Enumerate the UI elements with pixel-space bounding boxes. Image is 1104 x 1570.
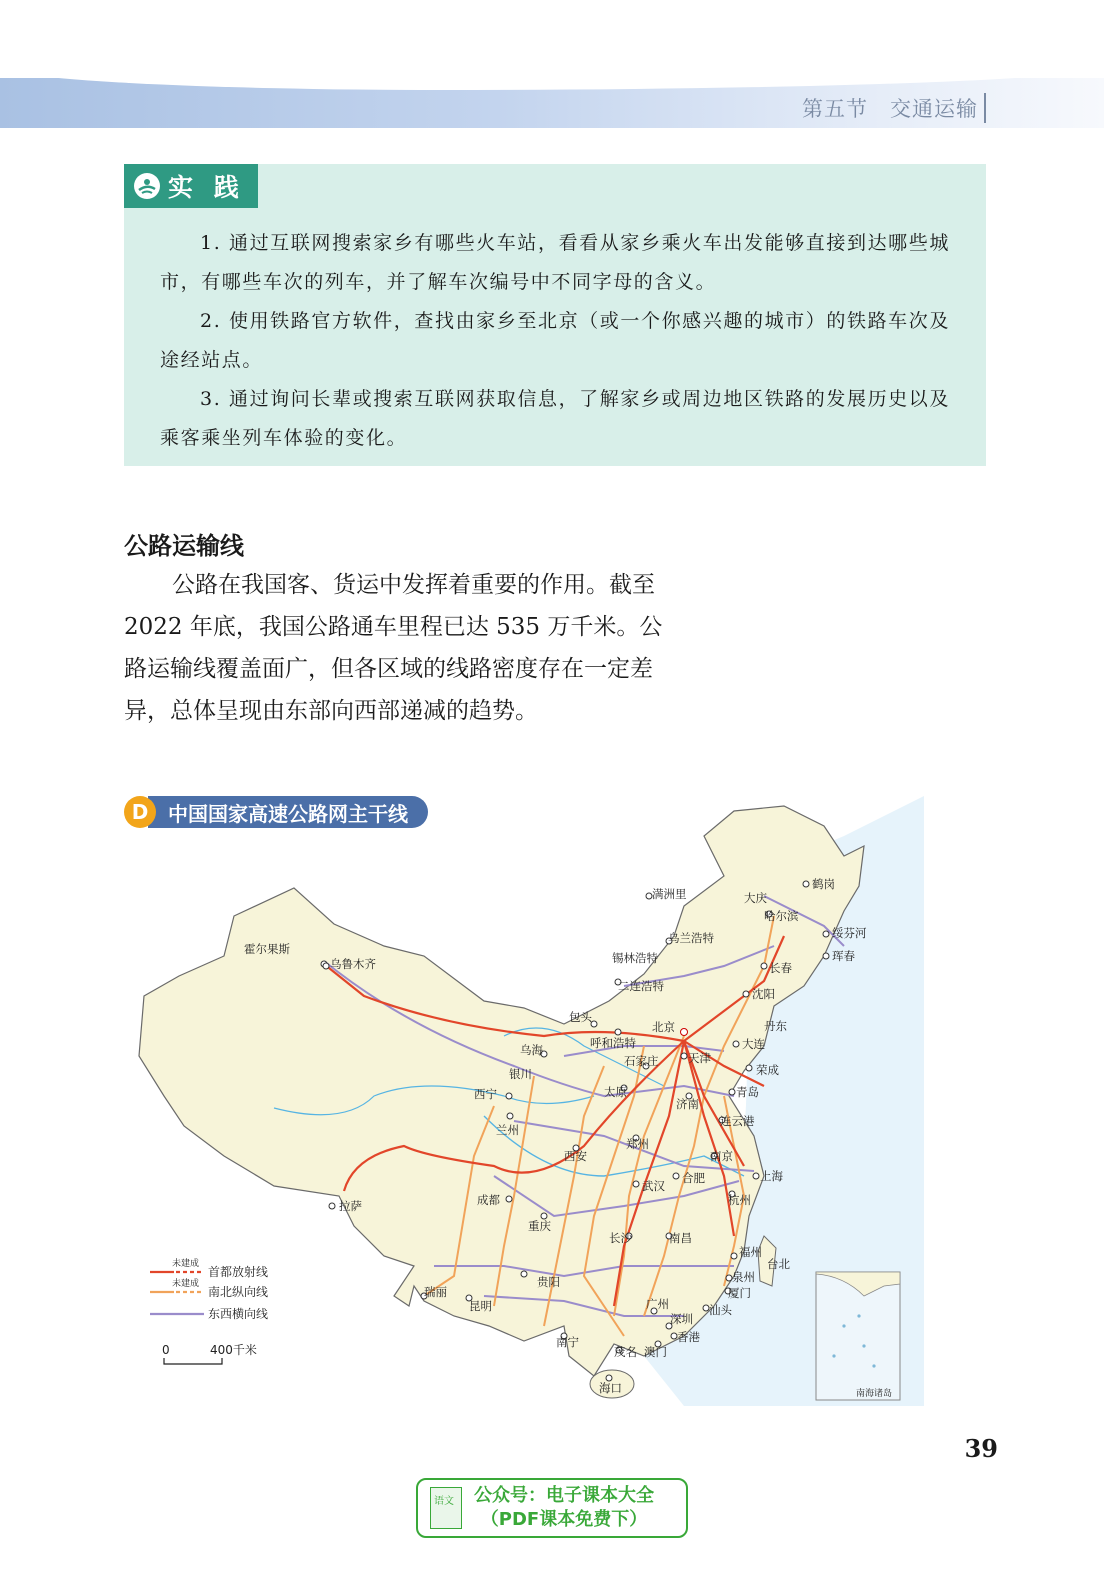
scale-zero: 0 <box>162 1343 170 1357</box>
book-text: 语文 <box>434 1496 454 1507</box>
city-label: 重庆 <box>528 1219 551 1233</box>
city-label: 茂名 <box>614 1345 637 1359</box>
map-legend <box>150 1257 268 1364</box>
city-label: 台北 <box>767 1257 790 1271</box>
city-label: 珲春 <box>832 949 855 963</box>
watermark-line2: （PDF课本免费下） <box>480 1509 648 1530</box>
section-paragraph: 公路在我国客、货运中发挥着重要的作用。截至 2022 年底，我国公路通车里程已达 535 万千米。公路运输线覆盖面广，但各区域的线路密度存在一定差异，总体呈现由东部向西部递减的趋势。 <box>124 572 663 724</box>
city-label: 兰州 <box>496 1123 519 1137</box>
practice-person-icon <box>134 173 160 199</box>
city-label: 澳门 <box>644 1345 667 1359</box>
city-label: 杭州 <box>728 1193 751 1207</box>
city-label: 呼和浩特 <box>590 1036 636 1050</box>
city-label: 大庆 <box>744 891 767 905</box>
city-label: 哈尔滨 <box>764 909 799 923</box>
highway-map <box>124 796 924 1406</box>
city-label: 贵阳 <box>537 1275 560 1289</box>
city-label: 乌兰浩特 <box>668 931 714 945</box>
city-label: 绥芬河 <box>832 926 867 940</box>
city-label: 包头 <box>569 1010 592 1024</box>
south-china-sea-inset <box>816 1272 900 1400</box>
city-label: 拉萨 <box>339 1199 362 1213</box>
section-title: 第五节 交通运输 <box>802 93 986 123</box>
city-label: 石家庄 <box>624 1054 659 1068</box>
legend-unbuilt-label: 未建成 <box>172 1259 200 1269</box>
city-label: 深圳 <box>670 1312 693 1326</box>
city-label: 荣成 <box>756 1063 779 1077</box>
city-label: 济南 <box>676 1097 699 1111</box>
section-heading: 公路运输线 <box>124 532 244 560</box>
city-label: 沈阳 <box>752 987 775 1001</box>
city-label: 南京 <box>710 1149 733 1163</box>
city-label: 连云港 <box>720 1114 755 1128</box>
city-label: 汕头 <box>709 1303 732 1317</box>
city-label: 西安 <box>564 1149 587 1163</box>
inset-label: 南海诸岛 <box>856 1389 893 1399</box>
figure-title-text: 中国国家高速公路网主干线 <box>148 796 428 828</box>
city-label: 霍尔果斯 <box>244 942 290 956</box>
practice-tab <box>124 164 258 208</box>
city-label: 泉州 <box>732 1270 755 1284</box>
city-label: 锡林浩特 <box>612 951 658 965</box>
page-number: 39 <box>964 1434 998 1463</box>
city-label: 乌海 <box>520 1043 543 1057</box>
practice-list <box>160 224 950 458</box>
city-label: 西宁 <box>474 1087 497 1101</box>
city-label: 天津 <box>688 1051 711 1065</box>
city-label: 成都 <box>477 1193 500 1207</box>
city-label: 香港 <box>677 1330 700 1344</box>
practice-item: 2. 使用铁路官方软件，查找由家乡至北京（或一个你感兴趣的城市）的铁路车次及途经站点。 <box>160 310 950 371</box>
city-label: 郑州 <box>626 1137 649 1151</box>
figure-badge: D <box>124 796 156 828</box>
city-label: 丹东 <box>764 1019 787 1033</box>
city-label: 福州 <box>739 1245 762 1259</box>
city-label: 厦门 <box>728 1286 751 1300</box>
city-label: 北京 <box>652 1020 675 1034</box>
wechat-watermark <box>416 1478 688 1538</box>
city-label: 长沙 <box>609 1231 632 1245</box>
practice-item: 1. 通过互联网搜索家乡有哪些火车站，看看从家乡乘火车出发能够直接到达哪些城市，有哪些车次的列车，并了解车次编号中不同字母的含义。 <box>160 232 950 293</box>
city-label: 大连 <box>742 1037 765 1051</box>
city-label: 瑞丽 <box>424 1285 447 1299</box>
city-label: 南昌 <box>669 1231 692 1245</box>
scale-label: 400千米 <box>210 1343 257 1357</box>
city-label: 长春 <box>769 961 792 975</box>
practice-item: 3. 通过询问长辈或搜索互联网获取信息，了解家乡或周边地区铁路的发展历史以及乘客乘坐列车体验的变化。 <box>160 388 950 449</box>
legend-label: 首都放射线 <box>208 1265 269 1279</box>
city-label: 青岛 <box>736 1085 759 1099</box>
city-label: 上海 <box>760 1169 783 1183</box>
watermark-line1: 公众号：电子课本大全 <box>474 1485 654 1506</box>
city-label: 乌鲁木齐 <box>330 957 376 971</box>
city-label: 银川 <box>509 1067 532 1081</box>
city-label: 满洲里 <box>652 887 687 901</box>
practice-tab-label: 实 践 <box>168 173 245 202</box>
city-label: 昆明 <box>469 1299 492 1313</box>
city-label: 太原 <box>604 1085 627 1099</box>
legend-label: 东西横向线 <box>208 1307 269 1321</box>
scale-bar <box>164 1358 222 1364</box>
city-label: 南宁 <box>556 1335 579 1349</box>
book-icon <box>430 1487 462 1529</box>
city-label: 二连浩特 <box>618 979 664 993</box>
legend-unbuilt-label: 未建成 <box>172 1279 200 1289</box>
practice-box <box>124 164 986 466</box>
city-label: 鹤岗 <box>812 877 835 891</box>
city-label: 广州 <box>646 1297 669 1311</box>
city-label: 武汉 <box>642 1179 665 1193</box>
legend-label: 南北纵向线 <box>208 1285 269 1299</box>
city-label: 合肥 <box>682 1171 705 1185</box>
city-label: 海口 <box>599 1381 622 1395</box>
